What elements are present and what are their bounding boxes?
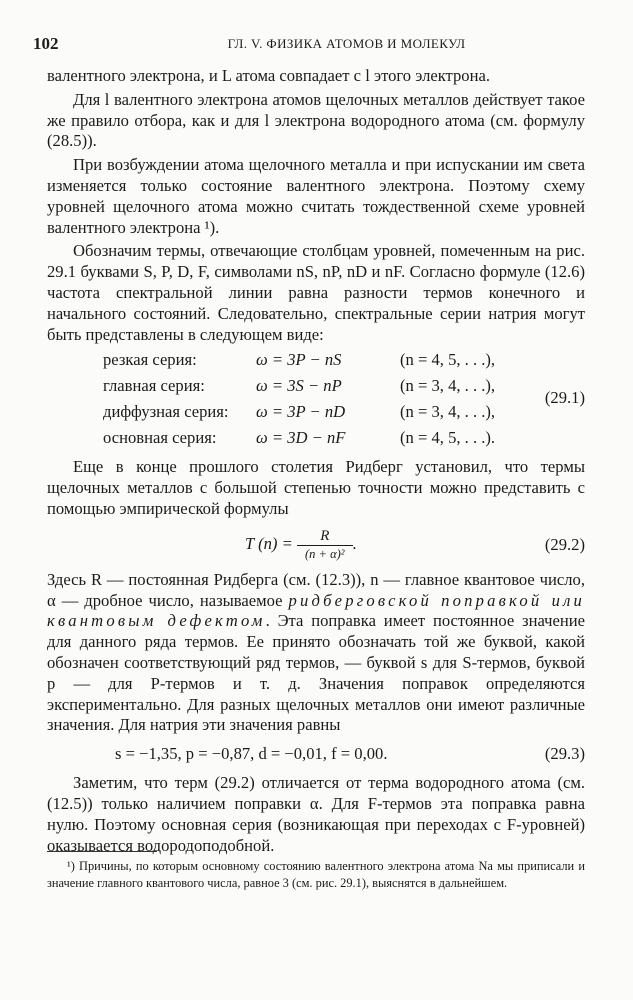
formula-body bbox=[245, 528, 357, 561]
formula-dot: . bbox=[352, 533, 357, 553]
paragraph-3: При возбуждении атома щелочного металла и при испускании им света изменяется только состояние валентного электрона. Поэтому схему уровней щелочного атома можно считать тождественной схеме уровней валентного электрона ¹). bbox=[47, 155, 585, 237]
series-name: основная серия: bbox=[103, 428, 217, 448]
fraction-numerator: R bbox=[320, 527, 330, 544]
formula-fraction bbox=[297, 528, 353, 561]
spectral-series-equation bbox=[47, 350, 585, 454]
equation-number-29-1: (29.1) bbox=[544, 388, 585, 408]
series-formula: ω = 3D − nF bbox=[256, 428, 346, 448]
series-range: (n = 3, 4, . . .), bbox=[400, 376, 496, 396]
paragraph-6-end: . Эта поправка имеет постоянное значение для данного ряда термов. Ее принято обозначать той же буквой, какой обозначен соответствующий ряд термов, — буквой s для S-термов, буквой p — для P-термов и т. д. Значения поправок определяются экспериментально. Для разных щелочных металлов они имеют различные значения. Для натрия эти значения равны bbox=[47, 611, 585, 735]
sodium-corrections bbox=[47, 742, 585, 770]
series-name: главная серия: bbox=[103, 376, 205, 396]
fraction-bar bbox=[297, 545, 353, 546]
paragraph-1: валентного электрона, и L атома совпадает с l этого электрона. bbox=[47, 66, 490, 85]
footnote: ¹) Причины, по которым основному состоянию валентного электрона атома Na мы приписали и значение главного квантового числа, равное 3 (см. рис. 29.1), выяснятся в дальнейшем. bbox=[47, 859, 585, 890]
paragraph-4: Обозначим термы, отвечающие столбцам уровней, помеченным на рис. 29.1 буквами S, P, D, F, символами nS, nP, nD и nF. Согласно формуле (12.6) частота спектральной линии равна разности термов конечного и начального состояний. Следовательно, спектральные серии натрия могут быть представлены в следующем виде: bbox=[47, 241, 585, 344]
series-name: резкая серия: bbox=[103, 350, 197, 370]
series-range: (n = 4, 5, . . .). bbox=[400, 428, 496, 448]
main-text bbox=[47, 66, 585, 856]
chapter-title: ГЛ. V. ФИЗИКА АТОМОВ И МОЛЕКУЛ bbox=[227, 36, 466, 51]
term-rydberg-correction: ридберговской поправкой или квантовым дефектом bbox=[47, 590, 586, 631]
paragraph-6-start: Здесь R — постоянная Ридберга (см. (12.3)), n — главное квантовое число, α — дробное число, называемое bbox=[47, 569, 585, 610]
fraction-denominator: (n + α)² bbox=[304, 546, 345, 561]
paragraph-6 bbox=[47, 570, 585, 736]
page-number: 102 bbox=[33, 34, 59, 53]
equation-number-29-2: (29.2) bbox=[544, 534, 585, 554]
equation-number-29-3: (29.3) bbox=[544, 744, 585, 764]
paragraph-7: Заметим, что терм (29.2) отличается от терма водородного атома (см. (12.5)) только наличием поправки α. Для F-термов эта поправка равна нулю. Поэтому основная серия (возникающая при переходах с F-уровней) оказывается водородоподобной. bbox=[47, 773, 585, 855]
footnote-rule bbox=[47, 851, 157, 852]
series-formula: ω = 3P − nS bbox=[256, 350, 342, 370]
series-formula: ω = 3S − nP bbox=[256, 376, 342, 396]
paragraph-2: Для l валентного электрона атомов щелочных металлов действует такое же правило отбора, как и для l электрона водородного атома (см. формулу (28.5)). bbox=[47, 89, 585, 151]
series-formula: ω = 3P − nD bbox=[256, 402, 346, 422]
series-range: (n = 4, 5, . . .), bbox=[400, 350, 496, 370]
correction-values: s = −1,35, p = −0,87, d = −0,01, f = 0,00. bbox=[115, 744, 388, 764]
series-range: (n = 3, 4, . . .), bbox=[400, 402, 496, 422]
formula-lhs: T (n) = bbox=[245, 533, 293, 553]
rydberg-formula bbox=[47, 524, 585, 570]
series-name: диффузная серия: bbox=[103, 402, 229, 422]
paragraph-5: Еще в конце прошлого столетия Ридберг установил, что термы щелочных металлов с большой степенью точности можно представить с помощью эмпирической формулы bbox=[47, 457, 585, 518]
